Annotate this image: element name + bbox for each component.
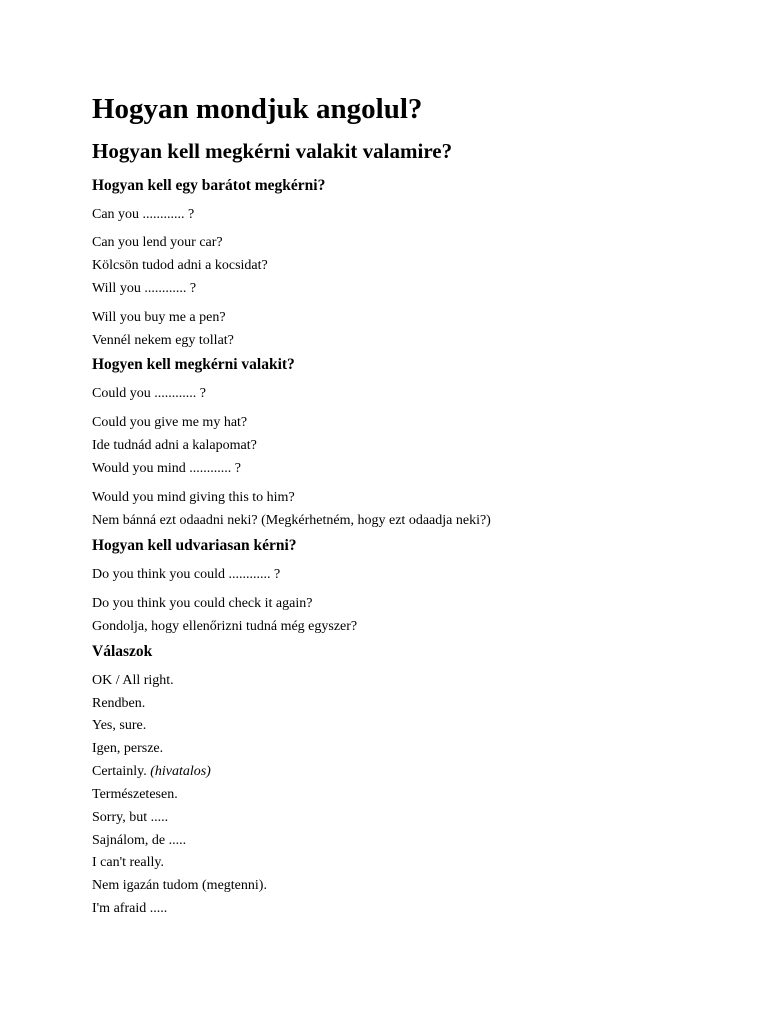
answer-note-formal: (hivatalos) (150, 764, 211, 779)
answer-line: Igen, persze. (92, 741, 164, 756)
phrase-pattern: Will you ............ ? (92, 281, 197, 296)
answer-line: OK / All right. (92, 673, 174, 688)
phrase-pattern: Can you ............ ? (92, 207, 195, 222)
example-hungarian: Kölcsön tudod adni a kocsidat? (92, 258, 268, 273)
section-heading-answers: Válaszok (92, 643, 153, 660)
answer-line: I can't really. (92, 855, 164, 870)
section-heading-someone: Hogyen kell megkérni valakit? (92, 356, 295, 373)
answer-line (92, 765, 211, 779)
example-hungarian: Ide tudnád adni a kalapomat? (92, 438, 257, 453)
answer-line: Nem igazán tudom (megtenni). (92, 878, 267, 893)
phrase-pattern: Do you think you could ............ ? (92, 567, 281, 582)
page-title: Hogyan mondjuk angolul? (92, 93, 423, 125)
example-english: Can you lend your car? (92, 235, 223, 250)
answer-line: Rendben. (92, 696, 146, 711)
example-english: Do you think you could check it again? (92, 596, 313, 611)
section-heading-friend: Hogyan kell egy barátot megkérni? (92, 177, 326, 194)
phrase-pattern: Could you ............ ? (92, 386, 206, 401)
phrase-pattern: Would you mind ............ ? (92, 461, 241, 476)
answer-line: Sorry, but ..... (92, 810, 169, 825)
section-heading-polite: Hogyan kell udvariasan kérni? (92, 537, 297, 554)
example-english: Would you mind giving this to him? (92, 490, 295, 505)
answer-line: Yes, sure. (92, 718, 147, 733)
answer-text: Certainly. (92, 764, 147, 779)
page-subtitle: Hogyan kell megkérni valakit valamire? (92, 139, 453, 163)
answer-line: I'm afraid ..... (92, 901, 168, 916)
example-hungarian: Vennél nekem egy tollat? (92, 333, 234, 348)
example-english: Will you buy me a pen? (92, 310, 226, 325)
example-english: Could you give me my hat? (92, 415, 248, 430)
example-hungarian: Gondolja, hogy ellenőrizni tudná még egyszer? (92, 619, 358, 634)
answer-line: Sajnálom, de ..... (92, 833, 187, 848)
answer-line: Természetesen. (92, 787, 178, 802)
example-hungarian: Nem bánná ezt odaadni neki? (Megkérhetném, hogy ezt odaadja neki?) (92, 513, 491, 528)
